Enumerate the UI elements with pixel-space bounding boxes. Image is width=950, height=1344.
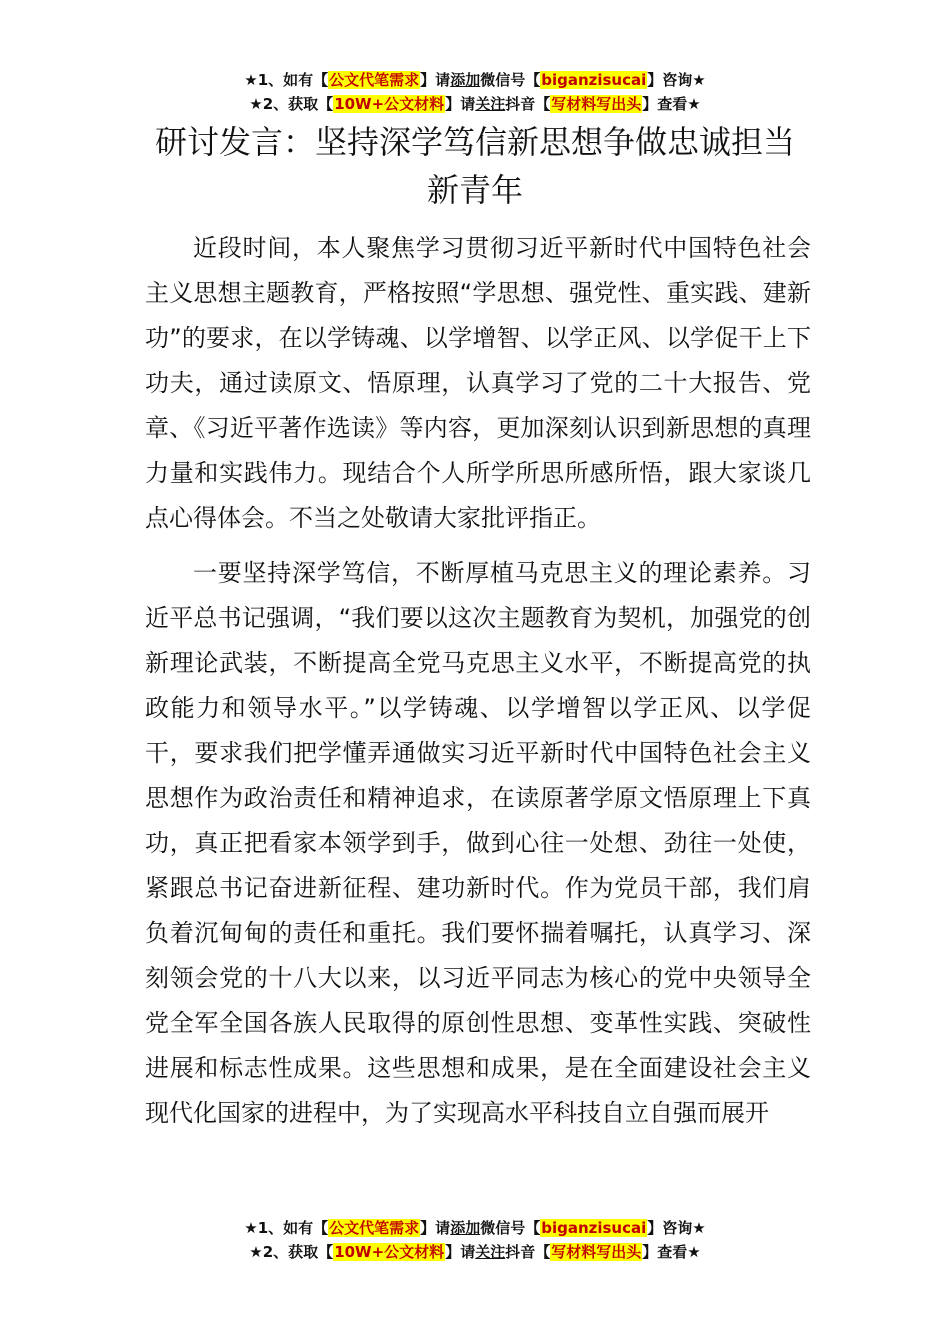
document-title: 研讨发言：坚持深学笃信新思想争做忠诚担当新青年 <box>154 123 795 209</box>
banner-text: 微信号【 <box>480 1219 541 1237</box>
banner-highlight: 公文代笔需求 <box>329 1219 420 1237</box>
banner-underline: 关注 <box>475 95 506 113</box>
banner-highlight: 写材料写出头 <box>551 1243 642 1261</box>
document-body <box>145 226 811 1136</box>
body-paragraph: 近段时间，本人聚焦学习贯彻习近平新时代中国特色社会主义思想主题教育，严格按照“学思想、强党性、重实践、建新功”的要求，在以学铸魂、以学增智、以学正风、以学促干上下功夫，通过读原文、悟原理，认真学习了党的二十大报告、党章、《习近平著作选读》等内容，更加深刻认识到新思想的真理力量和实践伟力。现结合个人所学所思所感所悟，跟大家谈几点心得体会。不当之处敬请大家批评指正。 <box>145 234 811 532</box>
banner-highlight: 10W+公文材料 <box>334 95 445 113</box>
banner-text: 】请 <box>420 71 451 89</box>
body-paragraph: 一要坚持深学笃信，不断厚植马克思主义的理论素养。习近平总书记强调，“我们要以这次主题教育为契机，加强党的创新理论武装，不断提高全党马克思主义水平，不断提高党的执政能力和领导水平。”以学铸魂、以学增智以学正风、以学促干，要求我们把学懂弄通做实习近平新时代中国特色社会主义思想作为政治责任和精神追求，在读原著学原文悟原理上下真功，真正把看家本领学到手，做到心往一处想、劲往一处使，紧跟总书记奋进新征程、建功新时代。作为党员干部，我们肩负着沉甸甸的责任和重托。我们要怀揣着嘱托，认真学习、深刻领会党的十八大以来，以习近平同志为核心的党中央领导全党全军全国各族人民取得的原创性思想、变革性实践、突破性进展和标志性成果。这些思想和成果，是在全面建设社会主义现代化国家的进程中，为了实现高水平科技自立自强而展开 <box>145 559 811 1127</box>
banner-underline: 添加 <box>450 71 481 89</box>
banner-line-1 <box>0 1216 950 1240</box>
banner-highlight: 10W+公文材料 <box>334 1243 445 1261</box>
banner-text: 】请 <box>445 1243 476 1261</box>
banner-text: ★2、获取【 <box>249 1243 334 1261</box>
banner-line-2 <box>0 1240 950 1264</box>
banner-highlight: biganzisucai <box>541 71 647 89</box>
banner-line-2 <box>0 92 950 116</box>
banner-text: ★2、获取【 <box>249 95 334 113</box>
banner-underline: 关注 <box>475 1243 506 1261</box>
footer-banner <box>0 1216 950 1264</box>
banner-text: 】查看★ <box>642 95 701 113</box>
banner-text: 】咨询★ <box>647 71 706 89</box>
banner-text: ★1、如有【 <box>244 1219 329 1237</box>
banner-line-1 <box>0 68 950 92</box>
banner-text: ★1、如有【 <box>244 71 329 89</box>
header-banner <box>0 68 950 116</box>
banner-text: 】咨询★ <box>647 1219 706 1237</box>
banner-text: 】查看★ <box>642 1243 701 1261</box>
banner-text: 微信号【 <box>480 71 541 89</box>
banner-underline: 添加 <box>450 1219 481 1237</box>
banner-text: 抖音【 <box>505 95 551 113</box>
banner-text: 】请 <box>420 1219 451 1237</box>
banner-highlight: 公文代笔需求 <box>329 71 420 89</box>
banner-text: 抖音【 <box>505 1243 551 1261</box>
banner-highlight: biganzisucai <box>541 1219 647 1237</box>
banner-text: 】请 <box>445 95 476 113</box>
banner-highlight: 写材料写出头 <box>551 95 642 113</box>
